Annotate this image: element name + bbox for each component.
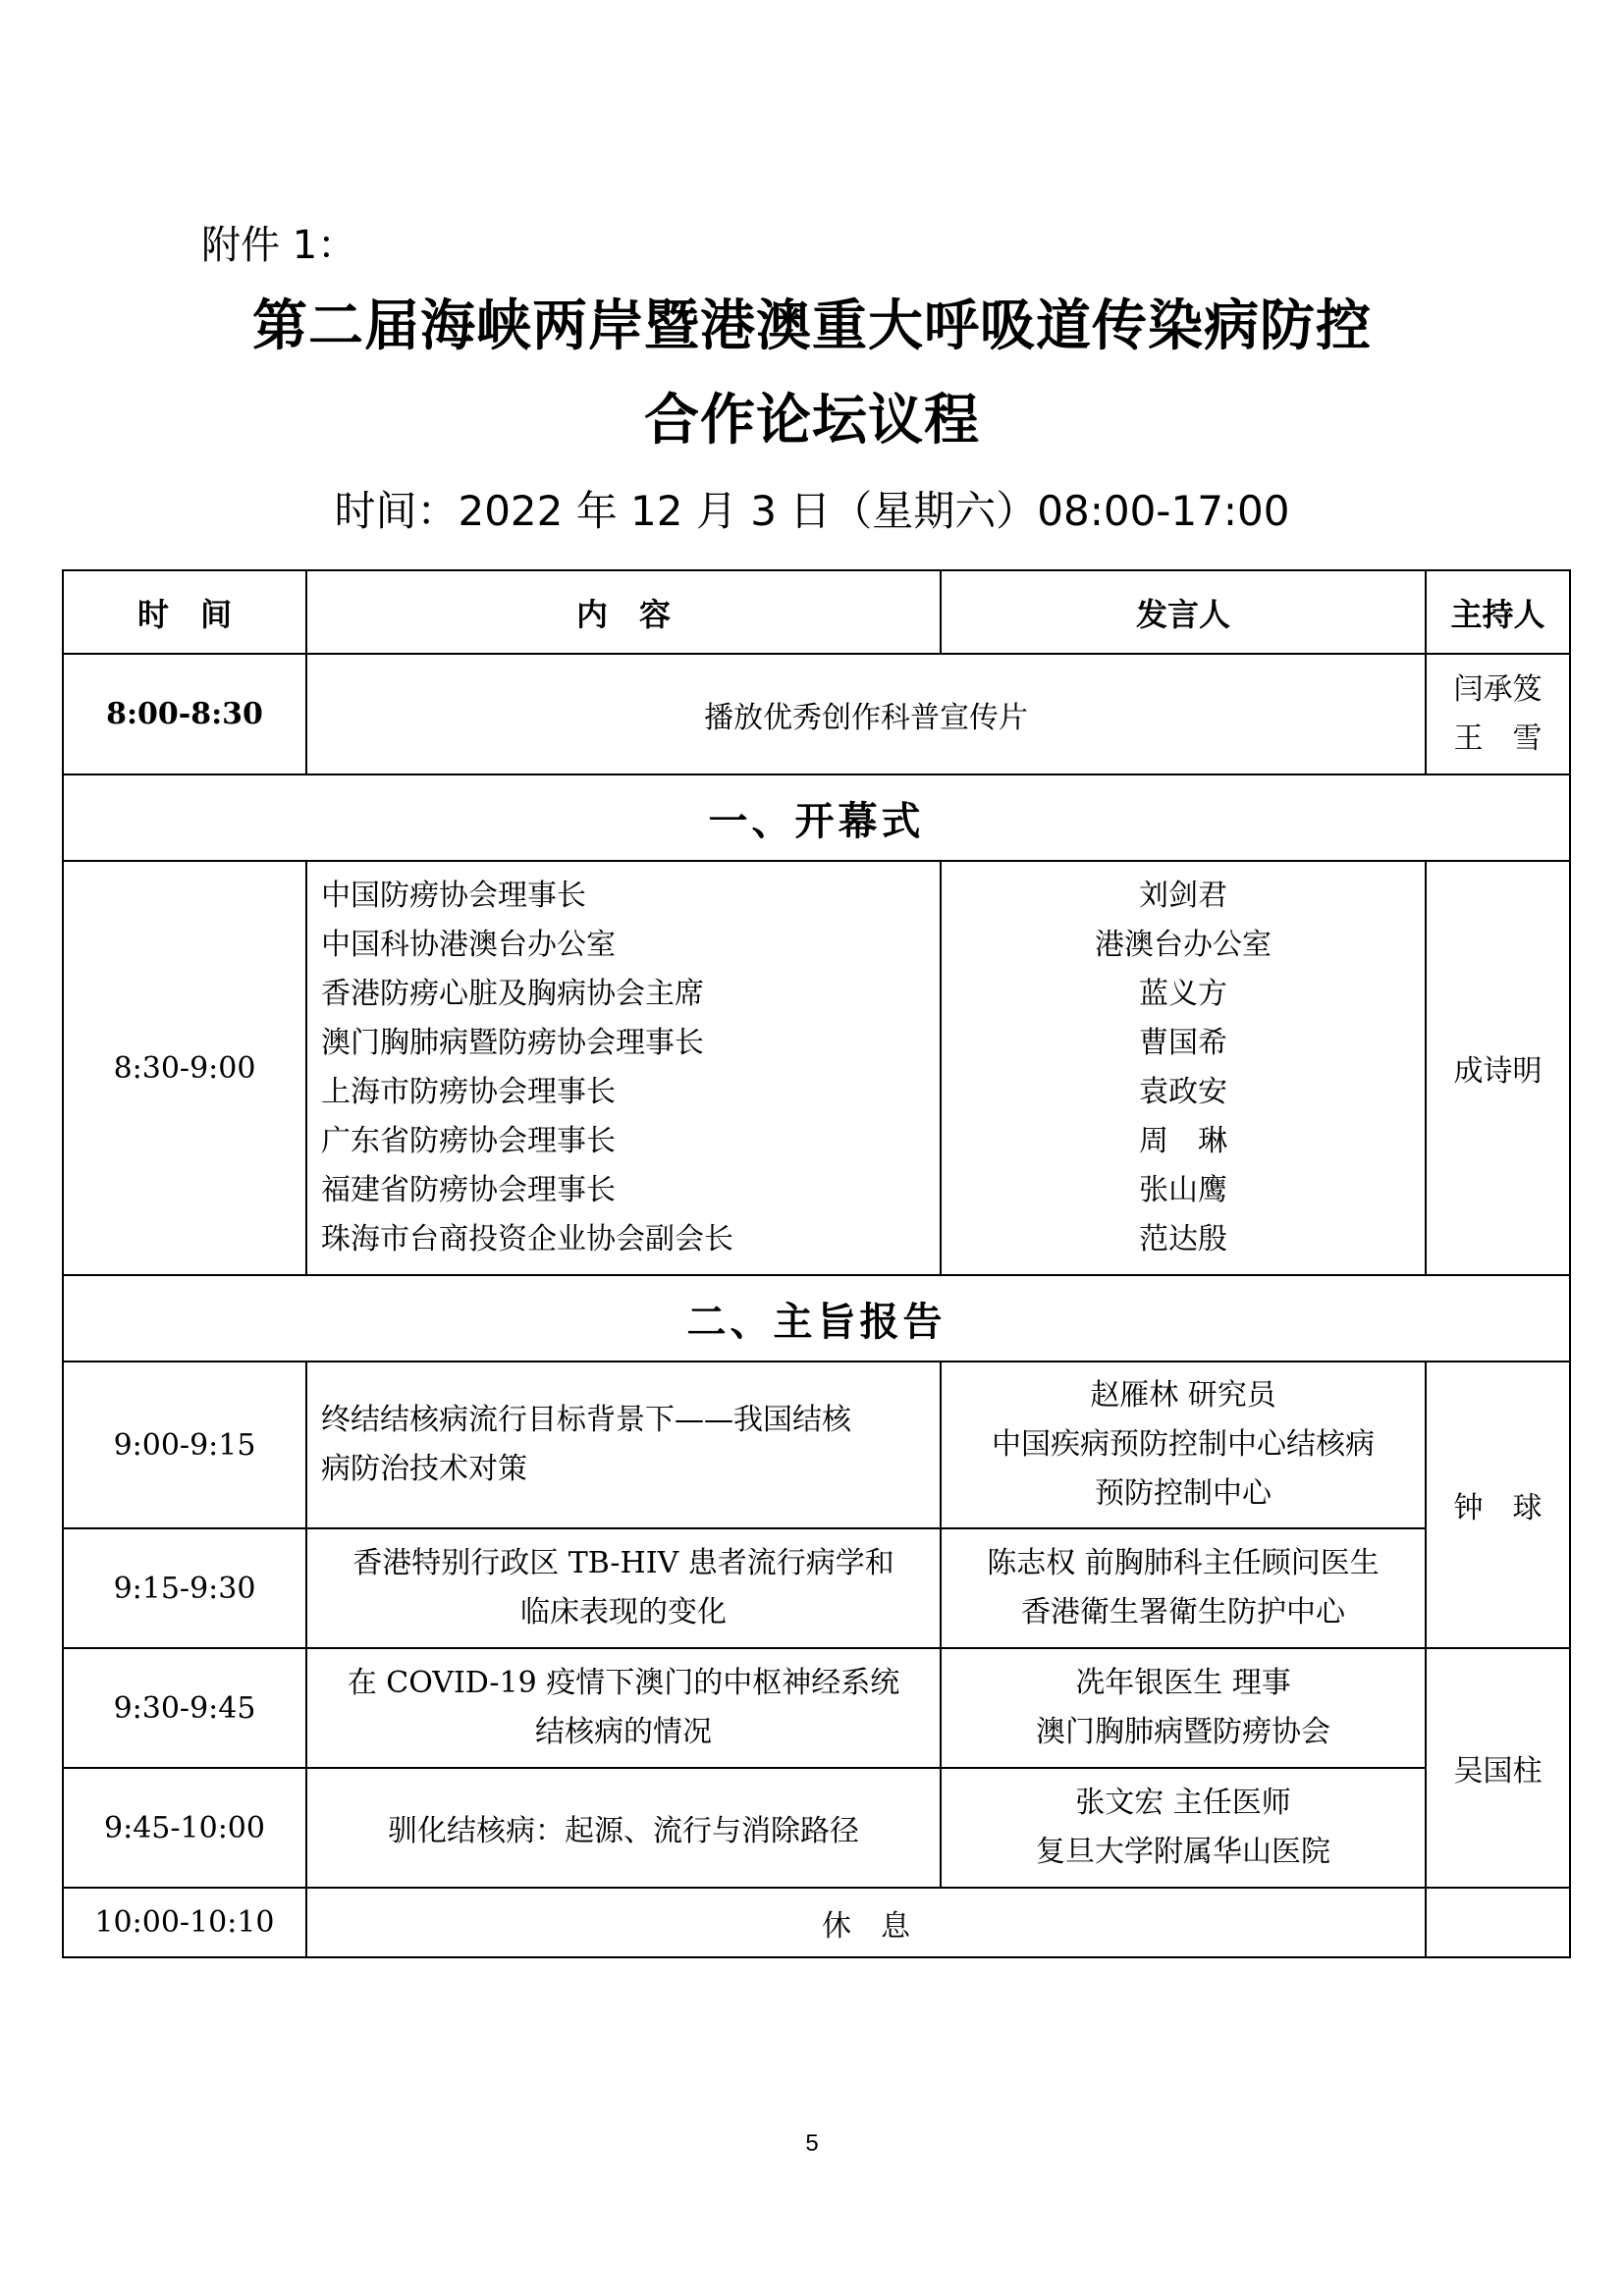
- section-title: 一、开幕式: [63, 774, 1570, 861]
- row-speaker: [941, 1362, 1426, 1528]
- row-time: 9:00-9:15: [63, 1362, 306, 1528]
- table-row: [63, 1528, 1570, 1648]
- list-item: 曹国希: [1139, 1026, 1227, 1060]
- speaker-line: 张文宏 主任医师: [1075, 1786, 1291, 1820]
- row-content: [306, 1362, 941, 1528]
- speaker-line: 冼年银医生 理事: [1075, 1666, 1291, 1700]
- content-line: 临床表现的变化: [520, 1595, 727, 1629]
- opening-organizations: [306, 861, 941, 1275]
- row-time: 9:30-9:45: [63, 1648, 306, 1768]
- agenda-table: [62, 569, 1571, 1958]
- table-row: [63, 1768, 1570, 1888]
- header-content: 内 容: [306, 570, 941, 654]
- row-content: [306, 1528, 941, 1648]
- section-row: [63, 1275, 1570, 1362]
- list-item: 上海市防痨协会理事长: [321, 1075, 616, 1109]
- list-item: 周 琳: [1139, 1124, 1227, 1158]
- row-time: 9:45-10:00: [63, 1768, 306, 1888]
- speaker-line: 预防控制中心: [1095, 1476, 1272, 1511]
- list-item: 广东省防痨协会理事长: [321, 1124, 616, 1158]
- speaker-line: 赵雁林 研究员: [1090, 1378, 1276, 1413]
- row-host: 成诗明: [1426, 861, 1570, 1275]
- content-line: 在 COVID-19 疫情下澳门的中枢神经系统: [347, 1666, 900, 1700]
- row-time: 10:00-10:10: [63, 1888, 306, 1957]
- row-time: 8:30-9:00: [63, 861, 306, 1275]
- row-content: 播放优秀创作科普宣传片: [306, 654, 1426, 774]
- list-item: 港澳台办公室: [1095, 928, 1272, 962]
- table-row: [63, 1648, 1570, 1768]
- page-title-line1: 第二届海峡两岸暨港澳重大呼吸道传染病防控: [252, 294, 1372, 358]
- list-item: 张山鹰: [1139, 1173, 1227, 1207]
- list-item: 珠海市台商投资企业协会副会长: [321, 1222, 733, 1256]
- row-speaker: [941, 1768, 1426, 1888]
- list-item: 刘剑君: [1139, 879, 1227, 913]
- list-item: 福建省防痨协会理事长: [321, 1173, 616, 1207]
- table-row: [63, 861, 1570, 1275]
- row-host: 钟 球: [1426, 1362, 1570, 1648]
- content-line: 终结结核病流行目标背景下——我国结核: [321, 1403, 851, 1437]
- section-row: [63, 774, 1570, 861]
- row-time: 9:15-9:30: [63, 1528, 306, 1648]
- host-name: 王 雪: [1453, 721, 1543, 756]
- header-speaker: 发言人: [941, 570, 1426, 654]
- event-time: 时间：2022 年 12 月 3 日（星期六）08:00-17:00: [334, 487, 1290, 535]
- list-item: 中国防痨协会理事长: [321, 879, 586, 913]
- section-title: 二、主旨报告: [63, 1275, 1570, 1362]
- speaker-line: 香港衛生署衛生防护中心: [1021, 1595, 1345, 1629]
- table-row: [63, 654, 1570, 774]
- row-content: [306, 1648, 941, 1768]
- attachment-label: 附件 1：: [201, 223, 357, 268]
- row-host: [1426, 654, 1570, 774]
- content-line: 驯化结核病：起源、流行与消除路径: [388, 1814, 859, 1848]
- row-time: 8:00-8:30: [63, 654, 306, 774]
- list-item: 香港防痨心脏及胸病协会主席: [321, 977, 704, 1011]
- list-item: 范达殷: [1139, 1222, 1227, 1256]
- content-line: 病防治技术对策: [321, 1452, 527, 1486]
- opening-speakers: [941, 861, 1426, 1275]
- host-name: 闫承笈: [1453, 671, 1543, 707]
- list-item: 中国科协港澳台办公室: [321, 928, 616, 962]
- header-time: 时 间: [63, 570, 306, 654]
- content-line: 结核病的情况: [535, 1715, 712, 1749]
- page-number: 5: [805, 2130, 819, 2157]
- list-item: 澳门胸肺病暨防痨协会理事长: [321, 1026, 704, 1060]
- row-content: [306, 1768, 941, 1888]
- row-host: 吴国柱: [1426, 1648, 1570, 1888]
- header-row: [63, 570, 1570, 654]
- list-item: 袁政安: [1139, 1075, 1227, 1109]
- table-row: [63, 1888, 1570, 1957]
- speaker-line: 复旦大学附属华山医院: [1036, 1835, 1330, 1869]
- row-host: [1426, 1888, 1570, 1957]
- table-row: [63, 1362, 1570, 1528]
- speaker-line: 澳门胸肺病暨防痨协会: [1036, 1715, 1330, 1749]
- row-content: 休 息: [306, 1888, 1426, 1957]
- row-speaker: [941, 1648, 1426, 1768]
- row-speaker: [941, 1528, 1426, 1648]
- speaker-line: 陈志权 前胸肺科主任顾问医生: [987, 1546, 1380, 1580]
- header-host: 主持人: [1426, 570, 1570, 654]
- page-title-line2: 合作论坛议程: [644, 388, 980, 453]
- speaker-line: 中国疾病预防控制中心结核病: [992, 1427, 1375, 1462]
- list-item: 蓝义方: [1139, 977, 1227, 1011]
- content-line: 香港特别行政区 TB-HIV 患者流行病学和: [352, 1546, 894, 1580]
